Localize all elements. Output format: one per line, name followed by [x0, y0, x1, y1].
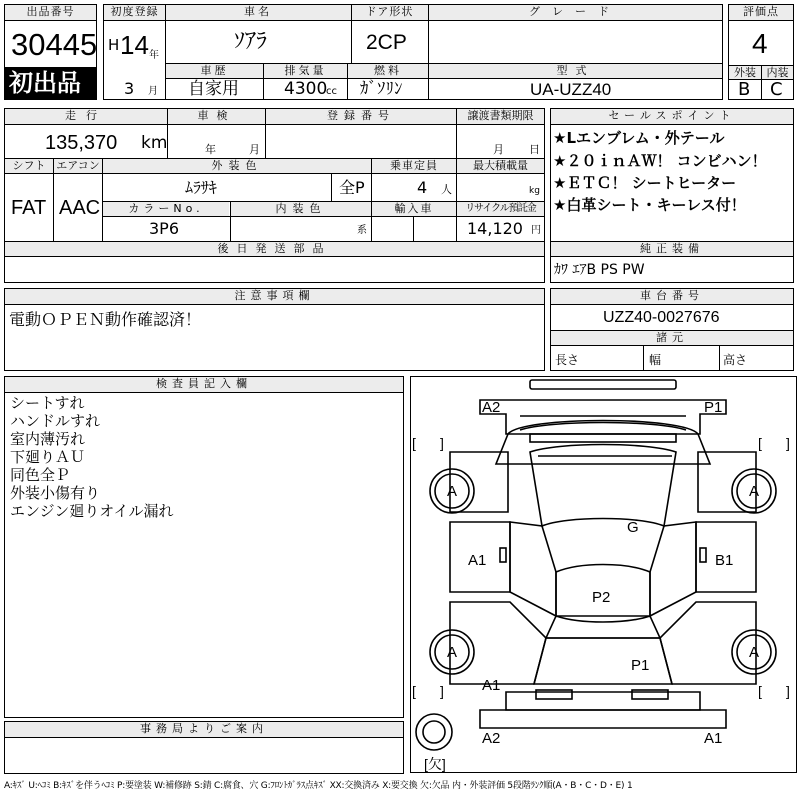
- bracket-left-front-close: ]: [440, 435, 444, 451]
- office-label: 事務局よりご案内: [5, 722, 403, 737]
- spare-missing-label: [欠]: [424, 756, 446, 772]
- chassis-value: UZZ40-0027676: [603, 309, 720, 326]
- exterior-grade: B: [738, 79, 751, 100]
- era: H: [108, 36, 120, 54]
- bracket-right-front: [: [758, 435, 762, 451]
- sales-points-box: [550, 108, 794, 283]
- inspection-month-unit: 月: [249, 143, 260, 156]
- chassis-label: 車台番号: [551, 289, 793, 304]
- lot-number: 30445: [11, 27, 98, 62]
- sales-point-2: ★２０ｉｎＡＷ！ コンビハン！: [553, 152, 767, 170]
- mark-b1-right: B1: [715, 552, 734, 569]
- inspector-line: エンジン廻りオイル漏れ: [10, 502, 174, 520]
- dims-label: 諸元: [551, 331, 793, 345]
- score-box: [728, 4, 794, 100]
- inspector-line: 外装小傷有り: [10, 484, 101, 502]
- recycle-unit: 円: [531, 225, 541, 236]
- transfer-day-unit: 日: [529, 143, 540, 156]
- bracket-left-front: [: [412, 435, 416, 451]
- mark-a-front-right: A: [749, 483, 760, 500]
- office-box: [4, 721, 404, 774]
- car-damage-diagram: [410, 376, 797, 773]
- color-no-label: カラーNo.: [103, 202, 229, 216]
- notes-box: [4, 288, 545, 371]
- displacement-label: 排気量: [264, 64, 347, 78]
- mark-p2-roof: P2: [592, 589, 611, 606]
- bracket-left-rear: [: [412, 683, 416, 699]
- displacement-value: 4300: [284, 79, 328, 99]
- exterior-color-label: 外装色: [103, 159, 371, 173]
- mileage-label: 走行: [5, 109, 167, 124]
- mark-p1-trunk: P1: [631, 657, 650, 674]
- max-load-unit: kg: [529, 186, 540, 196]
- capacity-unit: 人: [441, 183, 452, 196]
- mark-a1-left: A1: [468, 552, 487, 569]
- interior-grade-label: 内装: [762, 66, 793, 79]
- inspection-year-unit: 年: [205, 143, 216, 156]
- bracket-left-rear-close: ]: [440, 683, 444, 699]
- mark-a2-rear: A2: [482, 730, 501, 747]
- recycle-label: リサイクル預託金: [457, 202, 544, 216]
- bracket-right-rear-close: ]: [786, 683, 790, 699]
- inspection-label: 車検: [168, 109, 265, 124]
- aircon-label: エアコン: [54, 159, 102, 173]
- equipment-value: ｶﾜ ｴｱB PS PW: [554, 262, 645, 278]
- recycle-value: 14,120: [467, 219, 523, 238]
- history-value: 自家用: [188, 79, 239, 99]
- exterior-color-value: ﾑﾗｻｷ: [185, 178, 218, 197]
- year-unit: 年: [149, 50, 159, 61]
- shift-value: FAT: [11, 197, 47, 219]
- lot-label: 出品番号: [5, 5, 96, 20]
- car-name: ｿｱﾗ: [234, 29, 268, 54]
- max-load-label: 最大積載量: [457, 159, 544, 173]
- car-name-label: 車名: [165, 5, 351, 20]
- header-table: [103, 4, 723, 100]
- score-label: 評価点: [729, 5, 793, 20]
- mileage-value: 135,370: [45, 132, 118, 154]
- shift-label: シフト: [5, 159, 53, 173]
- model-label: 型式: [429, 64, 722, 78]
- reg-number-label: 登録番号: [266, 109, 456, 124]
- first-listing-badge: 初出品: [5, 67, 96, 99]
- import-label: 輸入車: [372, 202, 456, 216]
- notes-value: 電動ＯＰＥＮ動作確認済！: [9, 310, 202, 329]
- inspector-label: 検査員記入欄: [5, 377, 403, 392]
- inspector-box: [4, 376, 404, 718]
- height-label: 高さ: [723, 353, 748, 367]
- width-label: 幅: [649, 353, 662, 367]
- notes-label: 注意事項欄: [5, 289, 544, 304]
- all-paint-mark: 全P: [339, 178, 365, 197]
- model-value: UA-UZZ40: [530, 80, 612, 99]
- later-parts-label: 後日発送部品: [5, 242, 544, 256]
- fuel-value: ｶﾞｿﾘﾝ: [360, 79, 403, 99]
- mileage-unit: km: [141, 133, 168, 153]
- mark-a-rear-left: A: [447, 644, 458, 661]
- displacement-unit: cc: [326, 86, 337, 97]
- history-label: 車歴: [166, 64, 263, 78]
- mark-a-front-left: A: [447, 483, 458, 500]
- vehicle-info-table: [4, 108, 545, 283]
- inspector-line: シートすれ: [10, 394, 85, 412]
- capacity-label: 乗車定員: [372, 159, 456, 173]
- exterior-grade-label: 外装: [729, 66, 761, 79]
- sales-point-3: ★ＥＴＣ！ シートヒーター: [553, 174, 737, 192]
- door-label: ドア形状: [351, 5, 428, 20]
- color-no-value: 3P6: [149, 219, 180, 238]
- month-unit: 月: [148, 86, 158, 97]
- first-reg-label: 初度登録: [104, 5, 165, 20]
- bracket-right-front-close: ]: [786, 435, 790, 451]
- mark-g-windshield: G: [627, 519, 639, 536]
- transfer-month-unit: 月: [493, 143, 504, 156]
- chassis-box: [550, 288, 794, 371]
- mark-a1-rear: A1: [704, 730, 723, 747]
- first-reg-month: 3: [124, 79, 135, 98]
- transfer-label: 譲渡書類期限: [457, 109, 544, 124]
- sales-points-label: セールスポイント: [551, 109, 793, 124]
- sales-point-1: ★Lエンブレム・外テール: [553, 129, 725, 147]
- bracket-right-rear: [: [758, 683, 762, 699]
- mark-a2-front: A2: [482, 399, 501, 416]
- inspector-line: 室内薄汚れ: [10, 430, 86, 448]
- equipment-label: 純正装備: [551, 242, 793, 256]
- mark-p1-front: P1: [704, 399, 723, 416]
- inspector-line: 同色全Ｐ: [10, 466, 71, 484]
- interior-color-unit: 系: [357, 225, 367, 236]
- lot-number-box: [4, 4, 97, 100]
- capacity-value: 4: [417, 178, 428, 197]
- fuel-label: 燃料: [348, 64, 428, 78]
- inspector-line: 下廻りＡＵ: [10, 448, 86, 466]
- legend: A:ｷｽﾞ U:ﾍｺﾐ B:ｷｽﾞを伴うﾍｺﾐ P:要塗装 W:補修跡 S:錆 C:腐食、穴 G:ﾌﾛﾝﾄｶﾞﾗｽ点ｷｽﾞ XX:交換済み X:要交換 欠:欠品 内・外装評価 5段階ﾗﾝｸ順(A・B・C・D・E) 1: [4, 781, 633, 791]
- inspector-line: ハンドルすれ: [10, 412, 101, 430]
- length-label: 長さ: [555, 353, 580, 367]
- grade-label: グレード: [428, 5, 722, 20]
- interior-grade: C: [770, 79, 783, 100]
- mark-a1-rear-quarter: A1: [482, 677, 501, 694]
- first-reg-year: 14: [120, 30, 149, 60]
- interior-color-label: 内装色: [231, 202, 371, 216]
- aircon-value: AAC: [59, 197, 101, 219]
- sales-point-4: ★白革シート・キーレス付！: [553, 196, 746, 214]
- mark-a-rear-right: A: [749, 644, 760, 661]
- door-value: 2CP: [366, 31, 407, 54]
- score-value: 4: [752, 28, 768, 59]
